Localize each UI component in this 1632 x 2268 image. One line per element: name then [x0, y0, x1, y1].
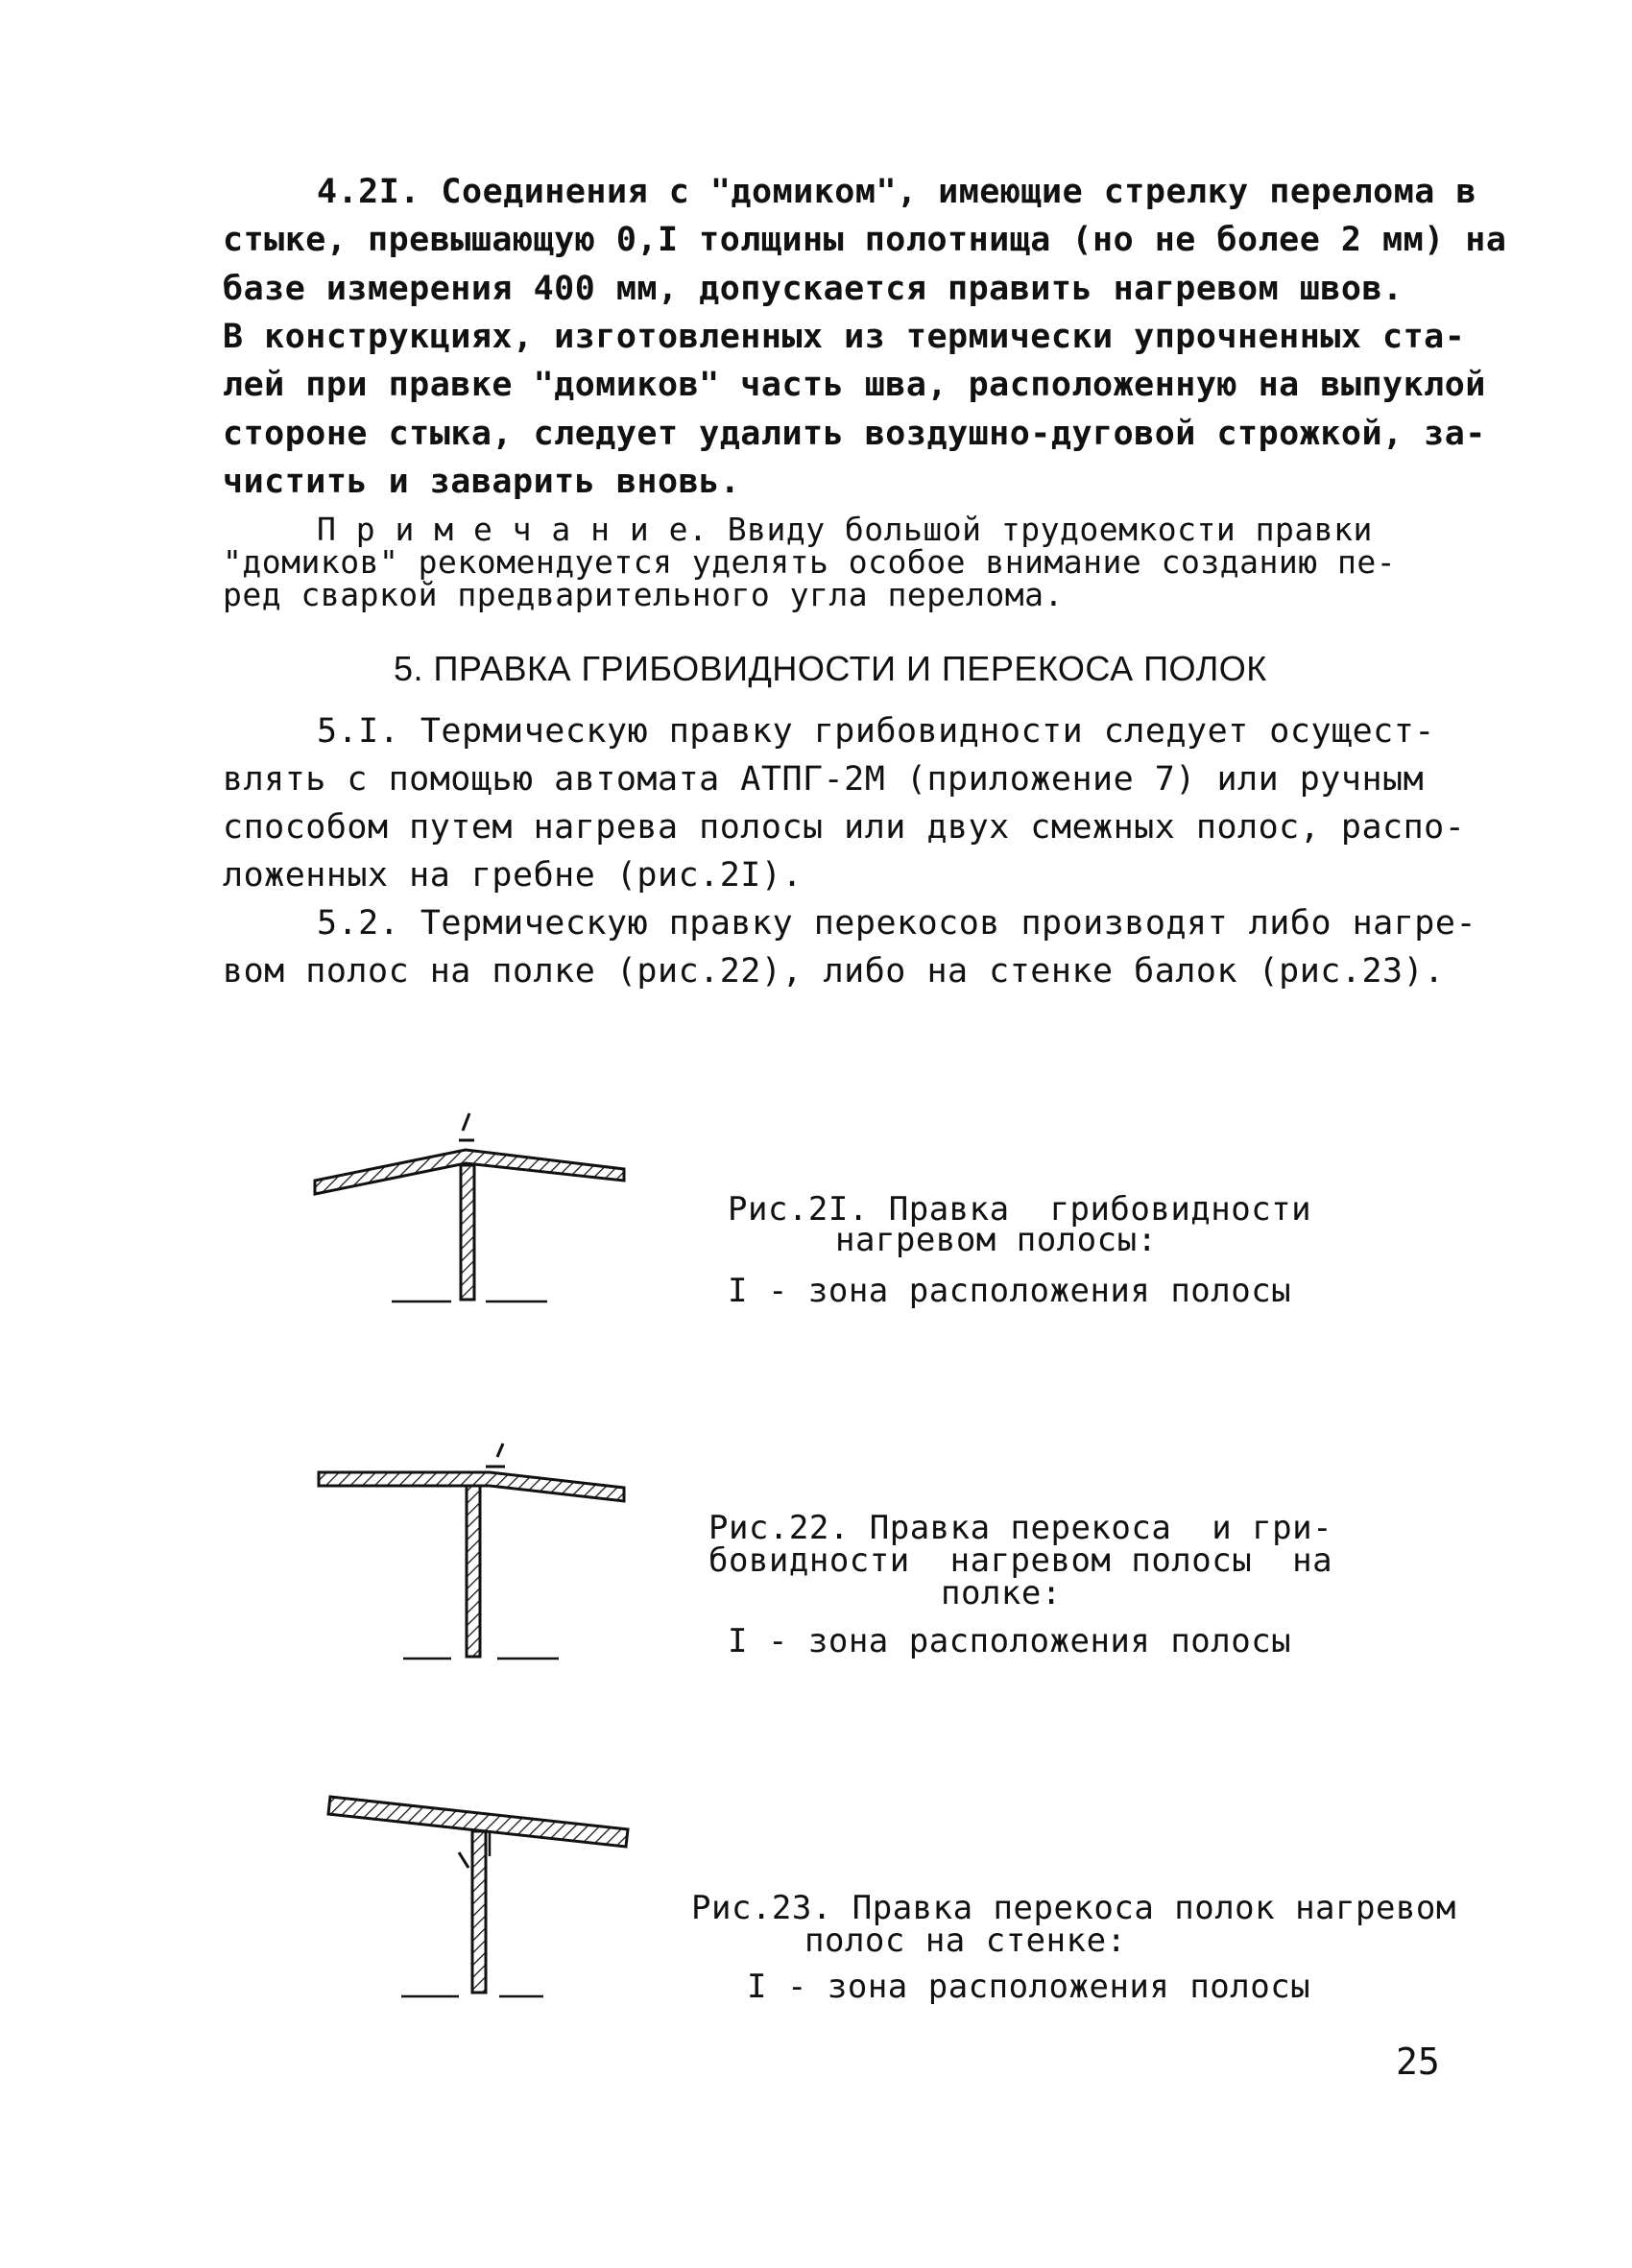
figure-caption: полке:: [941, 1574, 1062, 1612]
text-line: стороне стыка, следует удалить воздушно-дуговой строжкой, за-: [223, 415, 1486, 453]
figure-caption: бовидности нагревом полосы на: [708, 1541, 1333, 1580]
figure-caption: нагревом полосы:: [835, 1221, 1158, 1259]
figure-legend: I - зона расположения полосы: [728, 1622, 1292, 1660]
text-line: способом путем нагрева полосы или двух смежных полос, распо-: [223, 808, 1466, 847]
text-line: 4.2I. Соединения с "домиком", имеющие стрелку перелома в: [317, 173, 1477, 211]
note-line: "домиков" рекомендуется уделять особое внимание созданию пе-: [223, 543, 1397, 581]
text-line: базе измерения 400 мм, допускается править нагревом швов.: [223, 270, 1404, 308]
page-number: 25: [1396, 2041, 1440, 2083]
mushroom-flange-diagram: [307, 1085, 643, 1315]
note-line: П р и м е ч а н и е. Ввиду большой трудоемкости правки: [317, 511, 1373, 548]
figure-legend: I - зона расположения полосы: [747, 1968, 1311, 2006]
web-heating-diagram: [307, 1776, 643, 2006]
text-line: влять с помощью автомата АТПГ-2М (приложение 7) или ручным: [223, 760, 1425, 799]
figure-legend: I - зона расположения полосы: [728, 1272, 1292, 1310]
web-shape: [472, 1831, 486, 1993]
text-line: вом полос на полке (рис.22), либо на стенке балок (рис.23).: [223, 952, 1445, 991]
figure-caption: Рис.2I. Правка грибовидности: [728, 1190, 1312, 1229]
text-line: ложенных на гребне (рис.2I).: [223, 856, 804, 895]
figure-caption: полос на стенке:: [804, 1922, 1127, 1960]
skewed-flange-diagram: [307, 1430, 643, 1670]
figure-caption: Рис.23. Правка перекоса полок нагревом: [691, 1889, 1456, 1927]
text-line: В конструкциях, изготовленных из термически упрочненных ста-: [223, 318, 1466, 356]
note-line: ред сваркой предварительного угла перелома.: [223, 576, 1064, 613]
web-shape: [467, 1486, 480, 1657]
text-line: стыке, превышающую 0,I толщины полотнища (но не более 2 мм) на: [223, 221, 1507, 259]
figure-caption: Рис.22. Правка перекоса и гри-: [708, 1509, 1333, 1547]
text-line: 5.2. Термическую правку перекосов производят либо нагре-: [317, 904, 1477, 943]
web-shape: [461, 1165, 474, 1300]
section-heading: 5. ПРАВКА ГРИБОВИДНОСТИ И ПЕРЕКОСА ПОЛОК: [394, 649, 1267, 688]
text-line: чистить и заварить вновь.: [223, 463, 741, 501]
text-line: лей при правке "домиков" часть шва, расположенную на выпуклой: [223, 366, 1486, 404]
text-line: 5.I. Термическую правку грибовидности следует осущест-: [317, 712, 1435, 751]
